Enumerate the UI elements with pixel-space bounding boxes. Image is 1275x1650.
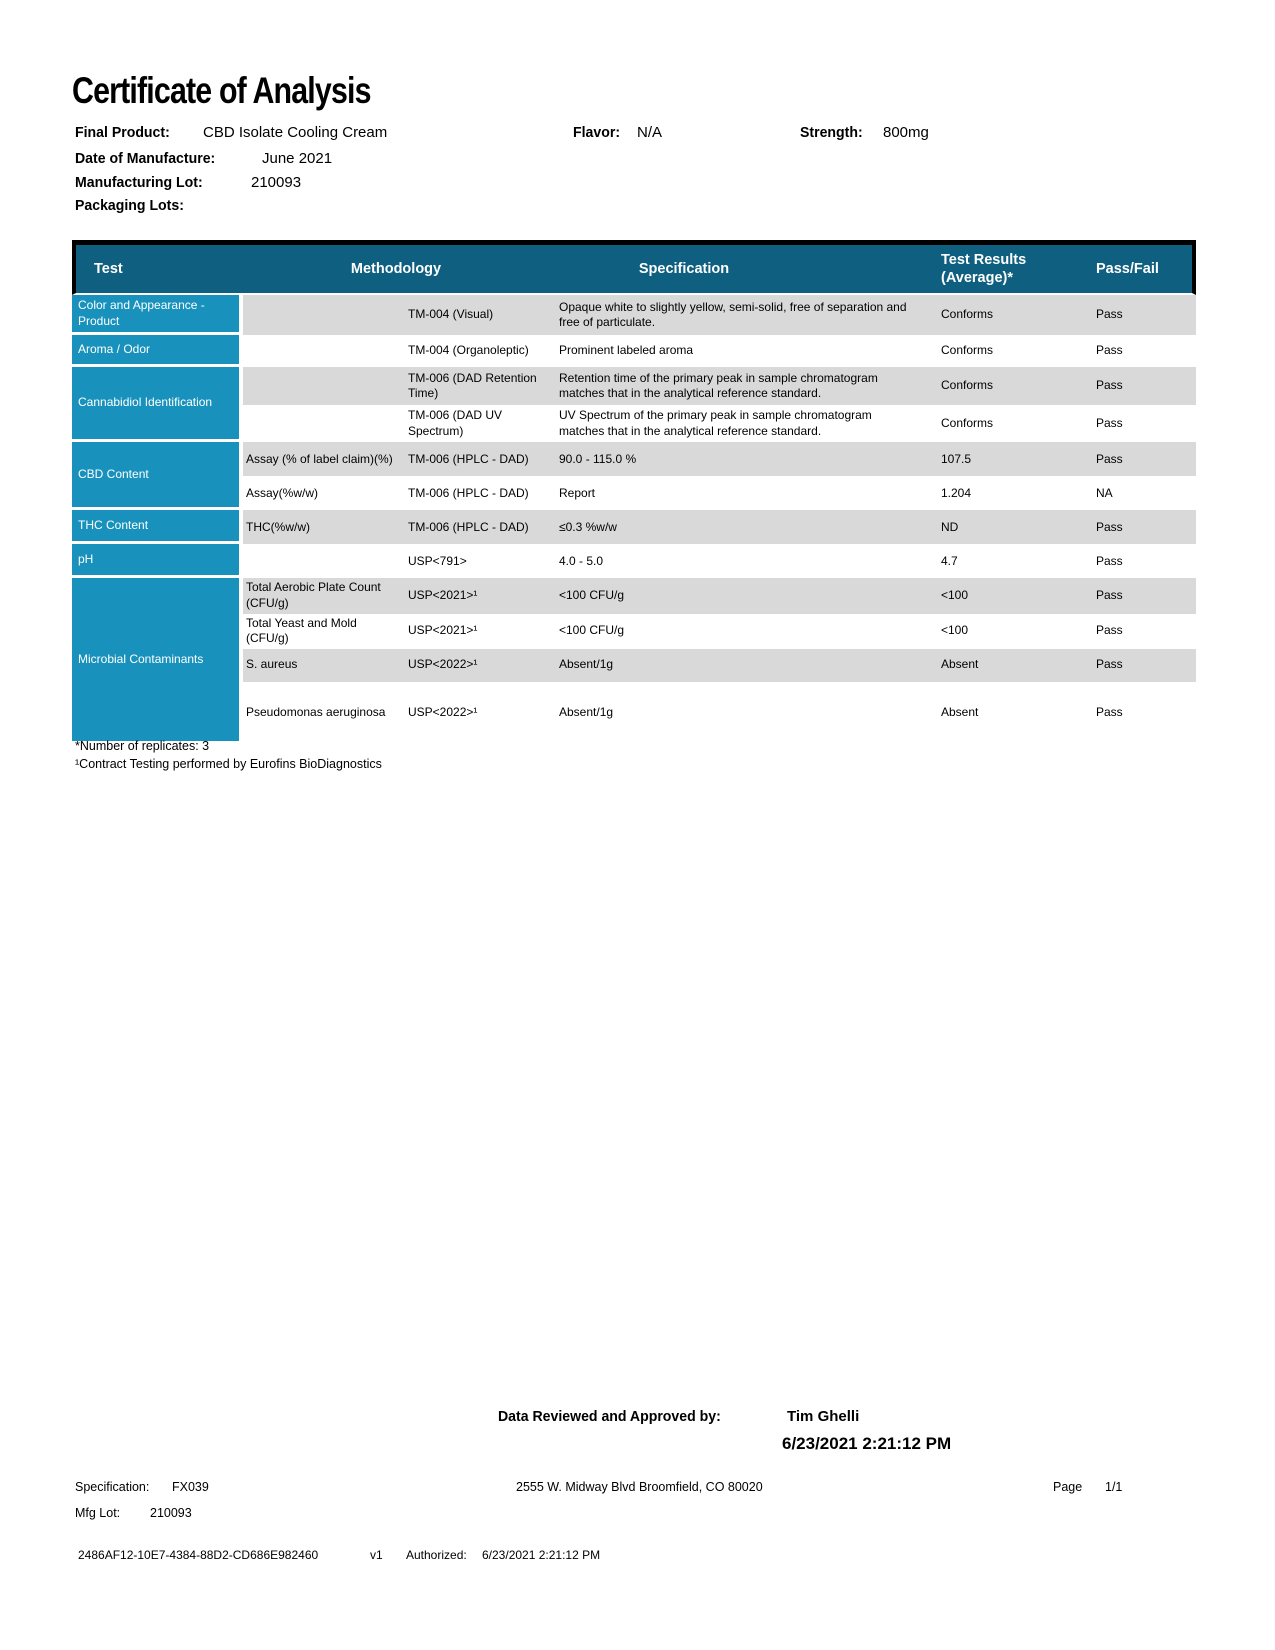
result-cell: 1.204 xyxy=(941,485,972,500)
result-cell: 107.5 xyxy=(929,442,1081,476)
result-cell: Conforms xyxy=(941,343,994,358)
result-cell: <100 xyxy=(929,578,1081,613)
packaging-lots-label: Packaging Lots: xyxy=(75,197,184,214)
col-header-passfail: Pass/Fail xyxy=(1081,245,1196,295)
passfail-cell: Pass xyxy=(1081,295,1196,335)
methodology-cell: USP<2022>¹ xyxy=(403,649,549,682)
table-row xyxy=(72,544,1196,578)
footer-mfg-lot-label: Mfg Lot: xyxy=(75,1506,121,1520)
passfail-cell: Pass xyxy=(1081,442,1196,476)
table-row xyxy=(72,442,1196,476)
table-row xyxy=(72,367,1196,405)
footer-specification-label: Specification: xyxy=(75,1480,150,1494)
passfail-cell: NA xyxy=(1096,485,1113,500)
table-row xyxy=(72,578,1196,613)
approval-datetime: 6/23/2021 2:21:12 PM xyxy=(782,1434,952,1453)
specification-cell: Absent/1g xyxy=(559,704,614,719)
test-category-cell: Microbial Contaminants xyxy=(72,578,243,743)
specification-cell: <100 CFU/g xyxy=(559,623,625,638)
subtest-cell xyxy=(243,335,403,367)
passfail-cell: Pass xyxy=(1081,510,1196,544)
result-cell: Conforms xyxy=(929,295,1081,335)
test-category-cell: THC Content xyxy=(72,510,243,544)
test-category-cell: Color and Appearance - Product xyxy=(72,295,243,335)
methodology-cell: USP<791> xyxy=(408,553,467,568)
footer-specification-value: FX039 xyxy=(172,1480,209,1494)
footer-page-value: 1/1 xyxy=(1105,1480,1123,1494)
methodology-cell: TM-006 (HPLC - DAD) xyxy=(403,510,549,544)
footer-page-label: Page xyxy=(1053,1480,1083,1494)
passfail-cell: Pass xyxy=(1096,415,1123,430)
methodology-cell: TM-004 (Visual) xyxy=(403,295,549,335)
col-header-test-results: Test Results (Average)* xyxy=(929,245,1081,295)
result-cell: Conforms xyxy=(929,367,1081,405)
subtest-cell: Assay(%w/w) xyxy=(246,485,319,500)
subtest-cell xyxy=(243,544,403,578)
specification-cell: Retention time of the primary peak in sample chromatogram matches that in the analytical reference standard. xyxy=(549,367,929,405)
footer-address: 2555 W. Midway Blvd Broomfield, CO 80020 xyxy=(516,1480,763,1494)
date-of-manufacture-label: Date of Manufacture: xyxy=(75,150,216,167)
subtest-cell xyxy=(243,367,403,405)
page-title: Certificate of Analysis xyxy=(72,70,371,111)
subtest-cell: Pseudomonas aeruginosa xyxy=(246,704,386,719)
methodology-cell: TM-006 (HPLC - DAD) xyxy=(408,485,529,500)
table-row xyxy=(72,295,1196,335)
subtest-cell xyxy=(243,295,403,335)
manufacturing-lot-label: Manufacturing Lot: xyxy=(75,174,203,191)
specification-cell: UV Spectrum of the primary peak in sample chromatogram matches that in the analytical reference standard. xyxy=(559,408,872,438)
passfail-cell: Pass xyxy=(1096,553,1123,568)
methodology-cell: USP<2021>¹ xyxy=(408,623,478,638)
methodology-cell: TM-006 (HPLC - DAD) xyxy=(403,442,549,476)
footnote-contract-testing: ¹Contract Testing performed by Eurofins BioDiagnostics xyxy=(75,757,382,771)
subtest-cell: Total Yeast and Mold (CFU/g) xyxy=(246,615,357,646)
footnote-replicates: *Number of replicates: 3 xyxy=(75,739,210,753)
footer-mfg-lot-value: 210093 xyxy=(150,1506,192,1520)
specification-cell: Prominent labeled aroma xyxy=(559,343,694,358)
strength-value: 800mg xyxy=(883,124,929,141)
authorized-label: Authorized: xyxy=(406,1548,467,1562)
table-header-row xyxy=(72,245,1196,295)
test-category-cell: CBD Content xyxy=(72,442,243,510)
methodology-cell: USP<2021>¹ xyxy=(403,578,549,613)
approver-name: Tim Ghelli xyxy=(787,1408,860,1425)
table-row xyxy=(72,510,1196,544)
methodology-cell: TM-006 (DAD Retention Time) xyxy=(403,367,549,405)
subtest-cell: Total Aerobic Plate Count (CFU/g) xyxy=(243,578,403,613)
specification-cell: Opaque white to slightly yellow, semi-solid, free of separation and free of particulate. xyxy=(549,295,929,335)
test-category-cell: pH xyxy=(72,544,243,578)
col-header-test: Test xyxy=(72,245,243,295)
result-cell: ND xyxy=(929,510,1081,544)
flavor-label: Flavor: xyxy=(573,124,621,141)
test-category-cell: Aroma / Odor xyxy=(72,335,243,367)
date-of-manufacture-value: June 2021 xyxy=(262,150,333,167)
final-product-label: Final Product: xyxy=(75,124,170,141)
passfail-cell: Pass xyxy=(1081,649,1196,682)
col-header-methodology: Methodology xyxy=(243,245,549,295)
authorized-datetime: 6/23/2021 2:21:12 PM xyxy=(482,1548,601,1562)
passfail-cell: Pass xyxy=(1081,578,1196,613)
methodology-cell: TM-004 (Organoleptic) xyxy=(408,343,529,358)
specification-cell: Report xyxy=(559,485,596,500)
document-guid: 2486AF12-10E7-4384-88D2-CD686E982460 xyxy=(78,1548,319,1562)
test-category-cell: Cannabidiol Identification xyxy=(72,367,243,442)
result-cell: Absent xyxy=(941,704,979,719)
passfail-cell: Pass xyxy=(1096,343,1123,358)
subtest-cell: S. aureus xyxy=(243,649,403,682)
specification-cell: <100 CFU/g xyxy=(549,578,929,613)
subtest-cell: THC(%w/w) xyxy=(243,510,403,544)
methodology-cell: TM-006 (DAD UV Spectrum) xyxy=(408,408,503,438)
col-header-specification: Specification xyxy=(549,245,929,295)
result-cell: Absent xyxy=(929,649,1081,682)
result-cell: Conforms xyxy=(941,415,994,430)
table-row xyxy=(72,335,1196,367)
subtest-cell xyxy=(243,405,403,442)
approval-label: Data Reviewed and Approved by: xyxy=(498,1408,721,1425)
passfail-cell: Pass xyxy=(1096,623,1123,638)
manufacturing-lot-value: 210093 xyxy=(251,174,302,191)
final-product-value: CBD Isolate Cooling Cream xyxy=(203,124,388,141)
subtest-cell: Assay (% of label claim)(%) xyxy=(243,442,403,476)
flavor-value: N/A xyxy=(637,124,663,141)
results-table xyxy=(72,240,1196,744)
result-cell: 4.7 xyxy=(941,553,958,568)
specification-cell: 90.0 - 115.0 % xyxy=(549,442,929,476)
methodology-cell: USP<2022>¹ xyxy=(408,704,478,719)
specification-cell: ≤0.3 %w/w xyxy=(549,510,929,544)
document-version: v1 xyxy=(370,1548,383,1562)
specification-cell: Absent/1g xyxy=(549,649,929,682)
specification-cell: 4.0 - 5.0 xyxy=(559,553,604,568)
passfail-cell: Pass xyxy=(1096,704,1123,719)
strength-label: Strength: xyxy=(800,124,863,141)
result-cell: <100 xyxy=(941,623,969,638)
passfail-cell: Pass xyxy=(1081,367,1196,405)
